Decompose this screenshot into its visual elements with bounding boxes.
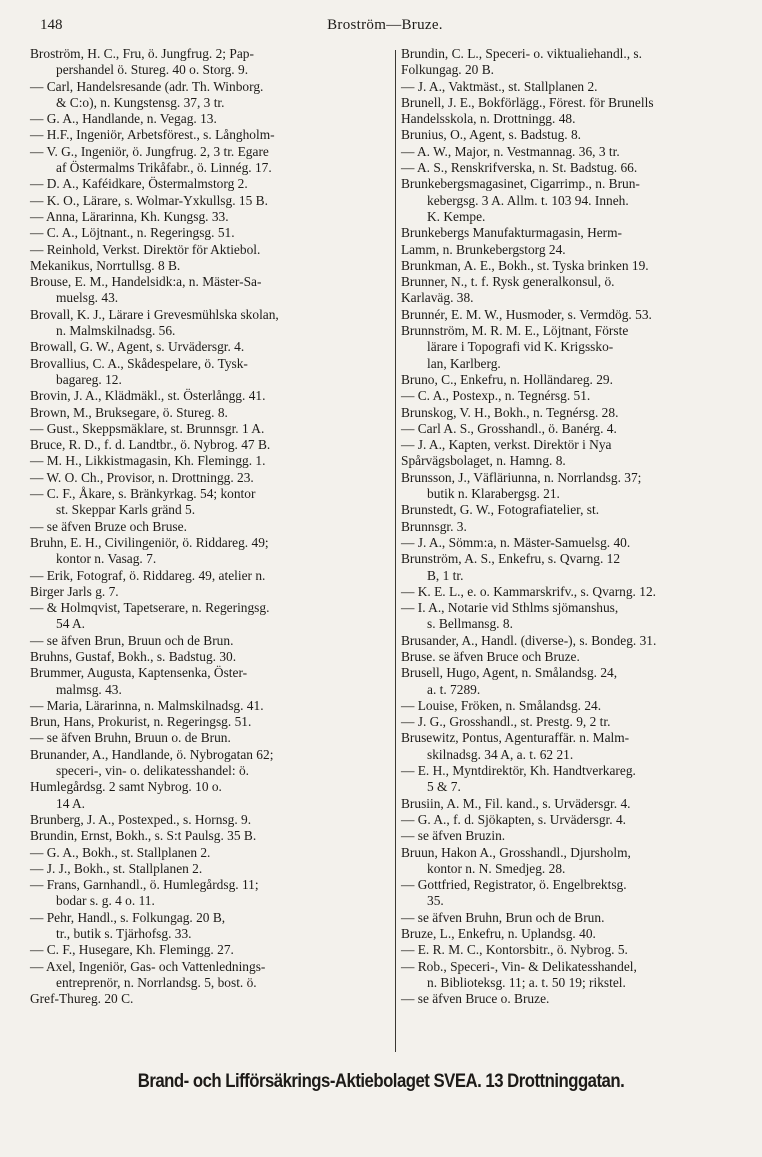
- directory-entry-line: Bruze, L., Enkefru, n. Uplandsg. 40.: [401, 926, 596, 942]
- directory-entry-line: — C. A., Löjtnant., n. Regeringsg. 51.: [30, 225, 235, 241]
- directory-entry-line: Browall, G. W., Agent, s. Urvädersgr. 4.: [30, 339, 245, 355]
- directory-entry-line: — H.F., Ingeniör, Arbetsförest., s. Långholm-: [30, 127, 275, 143]
- directory-entry-line: malmsg. 43.: [56, 681, 122, 697]
- directory-entry-line: Brunstedt, G. W., Fotografiatelier, st.: [401, 502, 600, 518]
- directory-entry-line: Brusander, A., Handl. (diverse-), s. Bondeg. 31.: [401, 632, 657, 648]
- directory-entry-line: Brouse, E. M., Handelsidk:a, n. Mäster-Sa-: [30, 274, 262, 290]
- directory-entry-line: & C:o), n. Kungstensg. 37, 3 tr.: [56, 94, 225, 110]
- directory-entry-line: — J. J., Bokh., st. Stallplanen 2.: [30, 860, 203, 876]
- directory-entry-line: — Maria, Lärarinna, n. Malmskilnadsg. 41.: [30, 697, 264, 713]
- directory-entry-line: Brundin, Ernst, Bokh., s. S:t Paulsg. 35 B.: [30, 828, 257, 844]
- directory-entry-line: Brusewitz, Pontus, Agenturaffär. n. Malm-: [401, 730, 630, 746]
- directory-entry-line: — A. S., Renskrifverska, n. St. Badstug. 66.: [401, 160, 638, 176]
- directory-entry-line: Brunkebergs Manufakturmagasin, Herm-: [401, 225, 623, 241]
- directory-entry-line: — M. H., Likkistmagasin, Kh. Flemingg. 1.: [30, 453, 266, 469]
- directory-entry-line: Brusell, Hugo, Agent, n. Smålandsg. 24,: [401, 665, 618, 681]
- directory-entry-line: — Frans, Garnhandl., ö. Humlegårdsg. 11;: [30, 877, 259, 893]
- directory-entry-line: af Östermalms Trikåfabr., ö. Linnég. 17.: [56, 160, 272, 176]
- directory-entry-line: Brusiin, A. M., Fil. kand., s. Urvädersgr. 4.: [401, 795, 631, 811]
- directory-entry-line: Birger Jarls g. 7.: [30, 583, 119, 599]
- directory-entry-line: Gref-Thureg. 20 C.: [30, 991, 134, 1007]
- directory-entry-line: Humlegårdsg. 2 samt Nybrog. 10 o.: [30, 779, 222, 795]
- directory-entry-line: — G. A., Bokh., st. Stallplanen 2.: [30, 844, 211, 860]
- directory-entry-line: — C. F., Åkare, s. Bränkyrkag. 54; kontor: [30, 486, 256, 502]
- directory-entry-line: tr., butik s. Tjärhofsg. 33.: [56, 926, 192, 942]
- directory-entry-line: — J. A., Kapten, verkst. Direktör i Nya: [401, 437, 612, 453]
- directory-entry-line: Brun, Hans, Prokurist, n. Regeringsg. 51.: [30, 714, 252, 730]
- directory-entry-line: Spårvägsbolaget, n. Hamng. 8.: [401, 453, 566, 469]
- directory-entry-line: Broström, H. C., Fru, ö. Jungfrug. 2; Pap-: [30, 46, 254, 61]
- directory-entry-line: Brunius, O., Agent, s. Badstug. 8.: [401, 127, 582, 143]
- directory-entry-line: Brunsson, J., Väfläriunna, n. Norrlandsg. 37;: [401, 469, 642, 485]
- directory-entry-line: a. t. 7289.: [427, 681, 481, 697]
- directory-entry-line: — se äfven Bruce o. Bruze.: [401, 991, 550, 1007]
- directory-entry-line: Bruno, C., Enkefru, n. Holländareg. 29.: [401, 371, 613, 387]
- directory-entry-line: — G. A., Handlande, n. Vegag. 13.: [30, 111, 217, 127]
- directory-entry-line: — Erik, Fotograf, ö. Riddareg. 49, atelier n.: [30, 567, 266, 583]
- directory-entry-line: Karlaväg. 38.: [401, 290, 474, 306]
- directory-entry-line: — Gust., Skeppsmäklare, st. Brunnsgr. 1 A.: [30, 420, 265, 436]
- directory-entry-line: Bruhn, E. H., Civilingeniör, ö. Riddareg. 49;: [30, 534, 269, 550]
- directory-entry-line: — V. G., Ingeniör, ö. Jungfrug. 2, 3 tr. Egare: [30, 143, 269, 159]
- directory-entry-line: speceri-, vin- o. delikatesshandel: ö.: [56, 763, 249, 779]
- directory-entry-line: kontor n. Vasag. 7.: [56, 551, 157, 567]
- directory-entry-line: pershandel ö. Stureg. 40 o. Storg. 9.: [56, 62, 249, 78]
- directory-entry-line: Folkungag. 20 B.: [401, 62, 494, 78]
- directory-entry-line: — E. R. M. C., Kontorsbitr., ö. Nybrog. 5.: [401, 942, 628, 958]
- directory-entry-line: 35.: [427, 893, 444, 909]
- directory-entry-line: — Reinhold, Verkst. Direktör för Aktiebol.: [30, 241, 261, 257]
- directory-entry-line: — J. A., Sömm:a, n. Mäster-Samuelsg. 40.: [401, 534, 631, 550]
- directory-entry-line: skilnadsg. 34 A, a. t. 62 21.: [427, 746, 574, 762]
- directory-entry-line: Brummer, Augusta, Kaptensenka, Öster-: [30, 665, 248, 681]
- directory-entry-line: Brovallius, C. A., Skådespelare, ö. Tysk-: [30, 355, 248, 371]
- directory-entry-line: Brunström, A. S., Enkefru, s. Qvarng. 12: [401, 551, 621, 567]
- directory-entry-line: Bruun, Hakon A., Grosshandl., Djursholm,: [401, 844, 631, 860]
- directory-entry-line: — J. G., Grosshandl., st. Prestg. 9, 2 tr.: [401, 714, 611, 730]
- directory-entry-line: Brunnér, E. M. W., Husmoder, s. Vermdög. 53.: [401, 306, 652, 322]
- directory-entry-line: Brunner, N., t. f. Rysk generalkonsul, ö.: [401, 274, 615, 290]
- directory-entry-line: lan, Karlberg.: [427, 355, 501, 371]
- directory-entry-line: st. Skeppar Karls gränd 5.: [56, 502, 196, 518]
- directory-entry-line: 5 & 7.: [427, 779, 461, 795]
- directory-entry-line: Bruse. se äfven Bruce och Bruze.: [401, 648, 580, 664]
- directory-entry-line: — se äfven Brun, Bruun och de Brun.: [30, 632, 234, 648]
- directory-entry-line: — Axel, Ingeniör, Gas- och Vattenlednings-: [30, 958, 266, 974]
- directory-entry-line: — Anna, Lärarinna, Kh. Kungsg. 33.: [30, 208, 229, 224]
- directory-entry-line: bodar s. g. 4 o. 11.: [56, 893, 155, 909]
- directory-entry-line: — C. A., Postexp., n. Tegnérsg. 51.: [401, 388, 591, 404]
- directory-entry-line: — se äfven Bruzin.: [401, 828, 506, 844]
- directory-entry-line: K. Kempe.: [427, 208, 486, 224]
- directory-entry-line: Bruce, R. D., f. d. Landtbr., ö. Nybrog. 47 B.: [30, 437, 271, 453]
- directory-entry-line: — K. O., Lärare, s. Wolmar-Yxkullsg. 15 B.: [30, 192, 268, 208]
- directory-entry-line: — D. A., Kaféidkare, Östermalmstorg 2.: [30, 176, 248, 192]
- directory-entry-line: — se äfven Bruhn, Bruun o. de Brun.: [30, 730, 231, 746]
- directory-entry-line: Brunkebergsmagasinet, Cigarrimp., n. Brun-: [401, 176, 640, 192]
- directory-entry-line: bagareg. 12.: [56, 371, 122, 387]
- directory-entry-line: kebergsg. 3 A. Allm. t. 103 94. Inneh.: [427, 192, 629, 208]
- directory-entry-line: Brundin, C. L., Speceri- o. viktualiehandl., s.: [401, 46, 642, 61]
- directory-entry-line: — Pehr, Handl., s. Folkungag. 20 B,: [30, 909, 226, 925]
- left-column: [30, 46, 390, 1008]
- directory-entry-line: — E. H., Myntdirektör, Kh. Handtverkareg.: [401, 763, 636, 779]
- directory-entry-line: — Louise, Fröken, n. Smålandsg. 24.: [401, 697, 602, 713]
- directory-entry-line: 14 A.: [56, 795, 86, 811]
- directory-entry-line: — G. A., f. d. Sjökapten, s. Urvädersgr. 4.: [401, 811, 627, 827]
- directory-entry-line: — & Holmqvist, Tapetserare, n. Regeringsg.: [30, 600, 270, 616]
- directory-entry-line: Brunnström, M. R. M. E., Löjtnant, Förste: [401, 323, 629, 339]
- directory-entry-line: butik n. Klarabergsg. 21.: [427, 486, 560, 502]
- directory-entry-line: Brunell, J. E., Bokförlägg., Förest. för Brunells: [401, 94, 654, 110]
- directory-entry-line: Brunberg, J. A., Postexped., s. Hornsg. 9.: [30, 811, 252, 827]
- directory-entry-line: — Carl, Handelsresande (adr. Th. Winborg.: [30, 78, 264, 94]
- advertisement-banner: Brand- och Lifförsäkrings-Aktiebolaget SVEA. 13 Drottninggatan.: [137, 1070, 625, 1092]
- directory-entry-line: Handelsskola, n. Drottningg. 48.: [401, 111, 576, 127]
- page-number: 148: [40, 17, 63, 33]
- directory-entry-line: — Carl A. S., Grosshandl., ö. Banérg. 4.: [401, 420, 617, 436]
- directory-entry-line: Bruhns, Gustaf, Bokh., s. Badstug. 30.: [30, 648, 237, 664]
- directory-entry-line: — I. A., Notarie vid Sthlms sjömanshus,: [401, 600, 619, 616]
- directory-entry-line: — J. A., Vaktmäst., st. Stallplanen 2.: [401, 78, 598, 94]
- running-head: Broström—Bruze.: [327, 17, 443, 33]
- directory-entry-line: Brunskog, V. H., Bokh., n. Tegnérsg. 28.: [401, 404, 619, 420]
- directory-entry-line: B, 1 tr.: [427, 567, 464, 583]
- directory-entry-line: — W. O. Ch., Provisor, n. Drottningg. 23.: [30, 469, 254, 485]
- directory-entry-line: — A. W., Major, n. Vestmannag. 36, 3 tr.: [401, 143, 620, 159]
- directory-entry-line: Brown, M., Bruksegare, ö. Stureg. 8.: [30, 404, 228, 420]
- directory-entry-line: kontor n. N. Smedjeg. 28.: [427, 860, 566, 876]
- directory-entry-line: — se äfven Bruhn, Brun och de Brun.: [401, 909, 605, 925]
- directory-entry-line: s. Bellmansg. 8.: [427, 616, 513, 632]
- directory-entry-line: Mekanikus, Norrtullsg. 8 B.: [30, 257, 181, 273]
- directory-entry-line: muelsg. 43.: [56, 290, 119, 306]
- directory-entry-line: lärare i Topografi vid K. Krigssko-: [427, 339, 614, 355]
- directory-entry-line: n. Biblioteksg. 11; a. t. 50 19; rikstel.: [427, 974, 626, 990]
- directory-entry-line: Brunnsgr. 3.: [401, 518, 467, 534]
- right-column: [401, 46, 751, 1008]
- column-divider: [395, 50, 396, 1052]
- directory-entry-line: Brunkman, A. E., Bokh., st. Tyska brinken 19.: [401, 257, 649, 273]
- directory-entry-line: n. Malmskilnadsg. 56.: [56, 323, 176, 339]
- directory-entry-line: Brovin, J. A., Klädmäkl., st. Österlångg. 41.: [30, 388, 266, 404]
- directory-entry-line: entreprenör, n. Norrlandsg. 5, bost. ö.: [56, 974, 257, 990]
- directory-entry-line: Brovall, K. J., Lärare i Grevesmühlska skolan,: [30, 306, 279, 322]
- directory-entry-line: — Rob., Speceri-, Vin- & Delikatesshandel,: [401, 958, 637, 974]
- directory-entry-line: 54 A.: [56, 616, 86, 632]
- directory-entry-line: Brunander, A., Handlande, ö. Nybrogatan 62;: [30, 746, 274, 762]
- directory-entry-line: — C. F., Husegare, Kh. Flemingg. 27.: [30, 942, 234, 958]
- directory-entry-line: Lamm, n. Brunkebergstorg 24.: [401, 241, 566, 257]
- directory-entry-line: — Gottfried, Registrator, ö. Engelbrektsg.: [401, 877, 627, 893]
- page-header: [40, 17, 730, 39]
- directory-entry-line: — se äfven Bruze och Bruse.: [30, 518, 187, 534]
- directory-entry-line: — K. E. L., e. o. Kammarskrifv., s. Qvarng. 12.: [401, 583, 656, 599]
